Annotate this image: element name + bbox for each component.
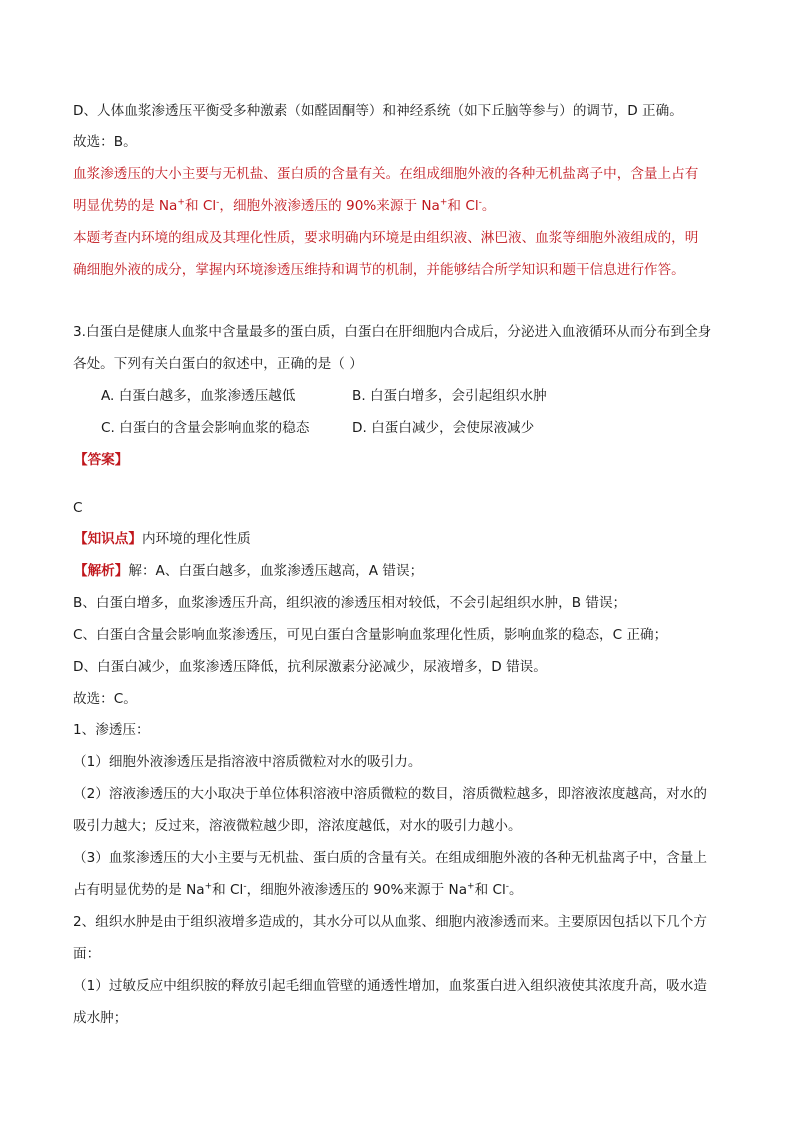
superscript-minus: -: [505, 881, 510, 892]
ion-line: [73, 880, 523, 900]
text-segment: ，细胞外液渗透压的 90%来源于 Na: [246, 882, 468, 898]
analysis-label: 【解析】: [74, 563, 129, 579]
prev-note-line-2: [73, 196, 495, 216]
edema-line-2: 面：: [73, 946, 101, 962]
superscript-minus: -: [216, 197, 220, 208]
analysis-line: （2）溶液渗透压的大小取决于单位体积溶液中溶质微粒的数目，溶质微粒越多，即溶液浓度越高，对水的: [73, 786, 707, 802]
option-a: A. 白蛋白越多，血浆渗透压越低: [101, 388, 296, 404]
analysis-line: （3）血浆渗透压的大小主要与无机盐、蛋白质的含量有关。在组成细胞外液的各种无机盐离子中，含量上: [73, 850, 707, 866]
knowledge-point: [74, 529, 251, 549]
text-segment: 。: [481, 198, 496, 214]
option-c: C. 白蛋白的含量会影响血浆的稳态: [101, 420, 310, 436]
analysis-first-line: [74, 561, 423, 581]
analysis-line: （1）细胞外液渗透压是指溶液中溶质微粒对水的吸引力。: [73, 754, 422, 770]
analysis-line: B、白蛋白增多，血浆渗透压升高，组织液的渗透压相对较低，不会引起组织水肿，B 错误；: [73, 595, 627, 611]
knowledge-point-value: 内环境的理化性质: [141, 531, 251, 547]
edema-line-1: 2、组织水肿是由于组织液增多造成的，其水分可以从血浆、细胞内液渗透而来。主要原因包括以下几个方: [73, 914, 707, 930]
edema-item-1-line-2: 成水肿；: [73, 1010, 128, 1026]
prev-summary-line-1: 本题考查内环境的组成及其理化性质，要求明确内环境是由组织液、淋巴液、血浆等细胞外液组成的，明: [73, 230, 699, 246]
superscript-plus: +: [467, 881, 475, 892]
superscript-plus: +: [204, 881, 213, 892]
analysis-line: C、白蛋白含量会影响血浆渗透压，可见白蛋白含量影响血浆理化性质，影响血浆的稳态，C 正确；: [73, 627, 668, 643]
text-segment: 和 Cl: [474, 882, 506, 898]
prev-note-line-1: 血浆渗透压的大小主要与无机盐、蛋白质的含量有关。在组成细胞外液的各种无机盐离子中，含量上占有: [73, 166, 699, 182]
option-d: D. 白蛋白减少，会使尿液减少: [352, 420, 535, 436]
superscript-plus: +: [439, 197, 448, 208]
text-segment: 明显优势的是 Na: [73, 198, 178, 214]
text-segment: 。: [509, 882, 523, 898]
analysis-text: 解：A、白蛋白越多，血浆渗透压越高，A 错误；: [128, 563, 424, 579]
text-segment: 占有明显优势的是 Na: [73, 882, 205, 898]
text-segment: ，细胞外液渗透压的 90%来源于 Na: [219, 198, 440, 214]
prev-option-d-explanation: D、人体血浆渗透压平衡受多种激素（如醛固酮等）和神经系统（如下丘脑等参与）的调节，D 正确。: [73, 103, 683, 119]
answer-label: 【答案】: [74, 452, 129, 468]
text-segment: 和 Cl: [447, 198, 479, 214]
text-segment: 和 Cl: [212, 882, 244, 898]
superscript-minus: -: [243, 881, 247, 892]
edema-item-1-line-1: （1）过敏反应中组织胺的释放引起毛细血管壁的通透性增加，血浆蛋白进入组织液使其浓度升高，吸水造: [73, 978, 707, 994]
analysis-line: 1、渗透压：: [73, 722, 150, 738]
prev-answer: 故选：B。: [73, 134, 137, 150]
analysis-line: 吸引力越大；反过来，溶液微粒越少即，溶浓度越低，对水的吸引力越小。: [73, 818, 522, 834]
option-b: B. 白蛋白增多，会引起组织水肿: [352, 388, 547, 404]
superscript-plus: +: [177, 197, 185, 208]
superscript-minus: -: [478, 197, 482, 208]
analysis-line: D、白蛋白减少，血浆渗透压降低，抗利尿激素分泌减少，尿液增多，D 错误。: [73, 659, 547, 675]
analysis-line: 故选：C。: [73, 691, 137, 707]
knowledge-point-label: 【知识点】: [74, 531, 142, 547]
question-stem-line-1: 3.白蛋白是健康人血浆中含量最多的蛋白质，白蛋白在肝细胞内合成后，分泌进入血液循环从而分布到全身: [73, 324, 712, 340]
answer-value: C: [73, 500, 83, 516]
prev-summary-line-2: 确细胞外液的成分，掌握内环境渗透压维持和调节的机制，并能够结合所学知识和题干信息进行作答。: [73, 262, 685, 278]
question-stem-line-2: 各处。下列有关白蛋白的叙述中，正确的是（ ）: [73, 356, 363, 372]
text-segment: 和 Cl: [184, 198, 217, 214]
